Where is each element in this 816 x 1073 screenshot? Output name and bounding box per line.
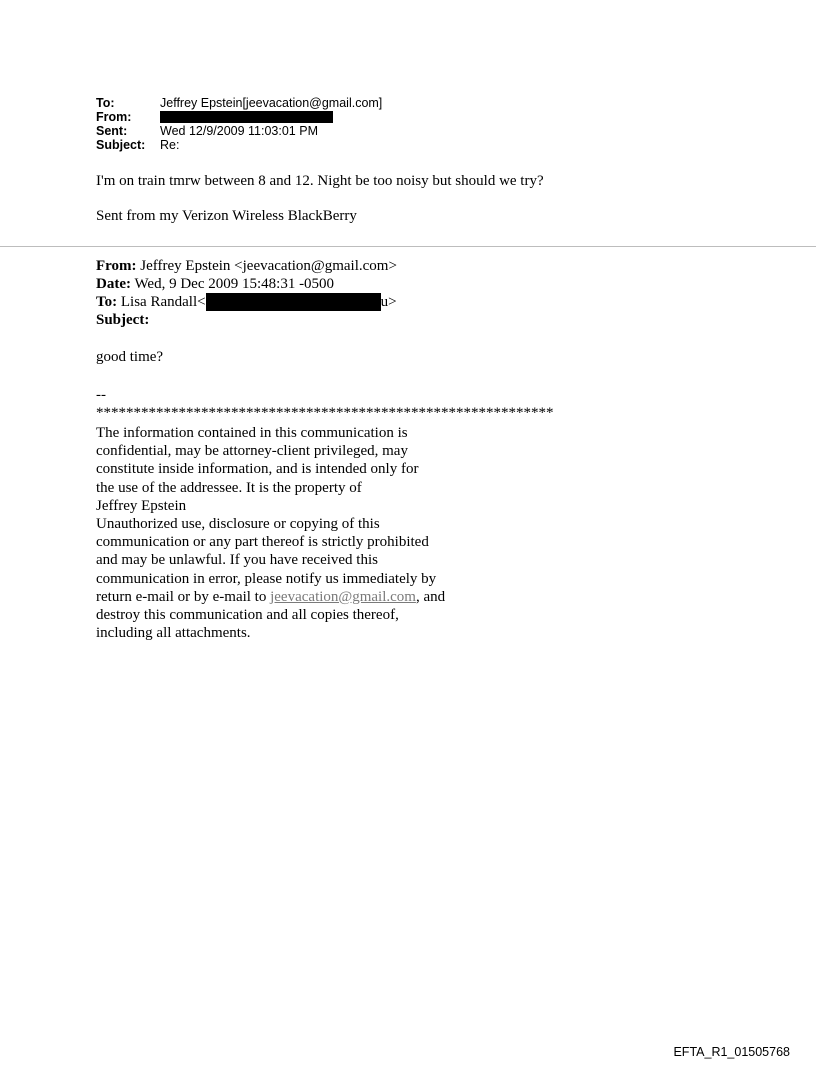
sent-label: Sent: [96,124,128,138]
quoted-subject-label: Subject: [96,312,150,328]
quoted-header [96,257,397,329]
to-label: To: [96,96,115,110]
from-label: From: [96,110,132,124]
subject-value: Re: [160,138,180,152]
quoted-to-label: To: [96,294,118,310]
quoted-date-value: Wed, 9 Dec 2009 15:48:31 -0500 [134,276,335,292]
quoted-from-row [96,257,397,275]
disclaimer-line: Jeffrey Epstein [96,497,187,514]
reply-body: I'm on train tmrw between 8 and 12. Night be too noisy but should we try? [96,173,544,189]
disclaimer-line: confidential, may be attorney-client privileged, may [96,443,408,460]
divider [0,246,816,247]
signature-dashes: -- [96,387,106,403]
quoted-date-label: Date: [96,276,131,292]
disclaimer-line: destroy this communication and all copies thereof, [96,606,399,623]
email-header [96,96,382,152]
from-row [96,110,382,124]
to-value: Jeffrey Epstein[jeevacation@gmail.com] [160,96,383,110]
disclaimer-line: Unauthorized use, disclosure or copying of this [96,515,380,532]
redaction-box [206,293,381,311]
reply-signature: Sent from my Verizon Wireless BlackBerry [96,208,357,224]
subject-row [96,138,382,152]
disclaimer-line: and may be unlawful. If you have received this [96,552,378,569]
disclaimer-line: constitute inside information, and is intended only for [96,461,419,478]
disclaimer-line: communication or any part thereof is strictly prohibited [96,534,429,551]
signature-stars: ************************************************************* [96,405,554,421]
disclaimer-text: return e-mail or by e-mail to [96,588,271,605]
disclaimer-line: including all attachments. [96,625,251,642]
disclaimer [96,424,445,642]
quoted-to-prefix: Lisa Randall< [120,294,206,310]
quoted-date-row [96,275,397,293]
quoted-from-value: Jeffrey Epstein <jeevacation@gmail.com> [140,258,397,274]
to-row [96,96,382,110]
quoted-to-row [96,293,397,311]
quoted-body: good time? [96,349,164,365]
signature-separator [96,386,554,422]
disclaimer-line: The information contained in this communication is [96,425,408,441]
subject-label: Subject: [96,138,146,152]
document-id: EFTA_R1_01505768 [673,1045,790,1059]
sent-value: Wed 12/9/2009 11:03:01 PM [160,124,318,138]
email-link[interactable]: jeevacation@gmail.com [270,588,416,605]
disclaimer-text: , and [415,588,446,605]
quoted-to-suffix: u> [380,294,397,310]
quoted-from-label: From: [96,258,137,274]
disclaimer-link-line [96,588,445,606]
quoted-subject-row [96,311,397,329]
disclaimer-line: the use of the addressee. It is the property of [96,479,362,496]
sent-row [96,124,382,138]
disclaimer-line: communication in error, please notify us immediately by [96,570,437,587]
redaction-box [160,111,333,123]
